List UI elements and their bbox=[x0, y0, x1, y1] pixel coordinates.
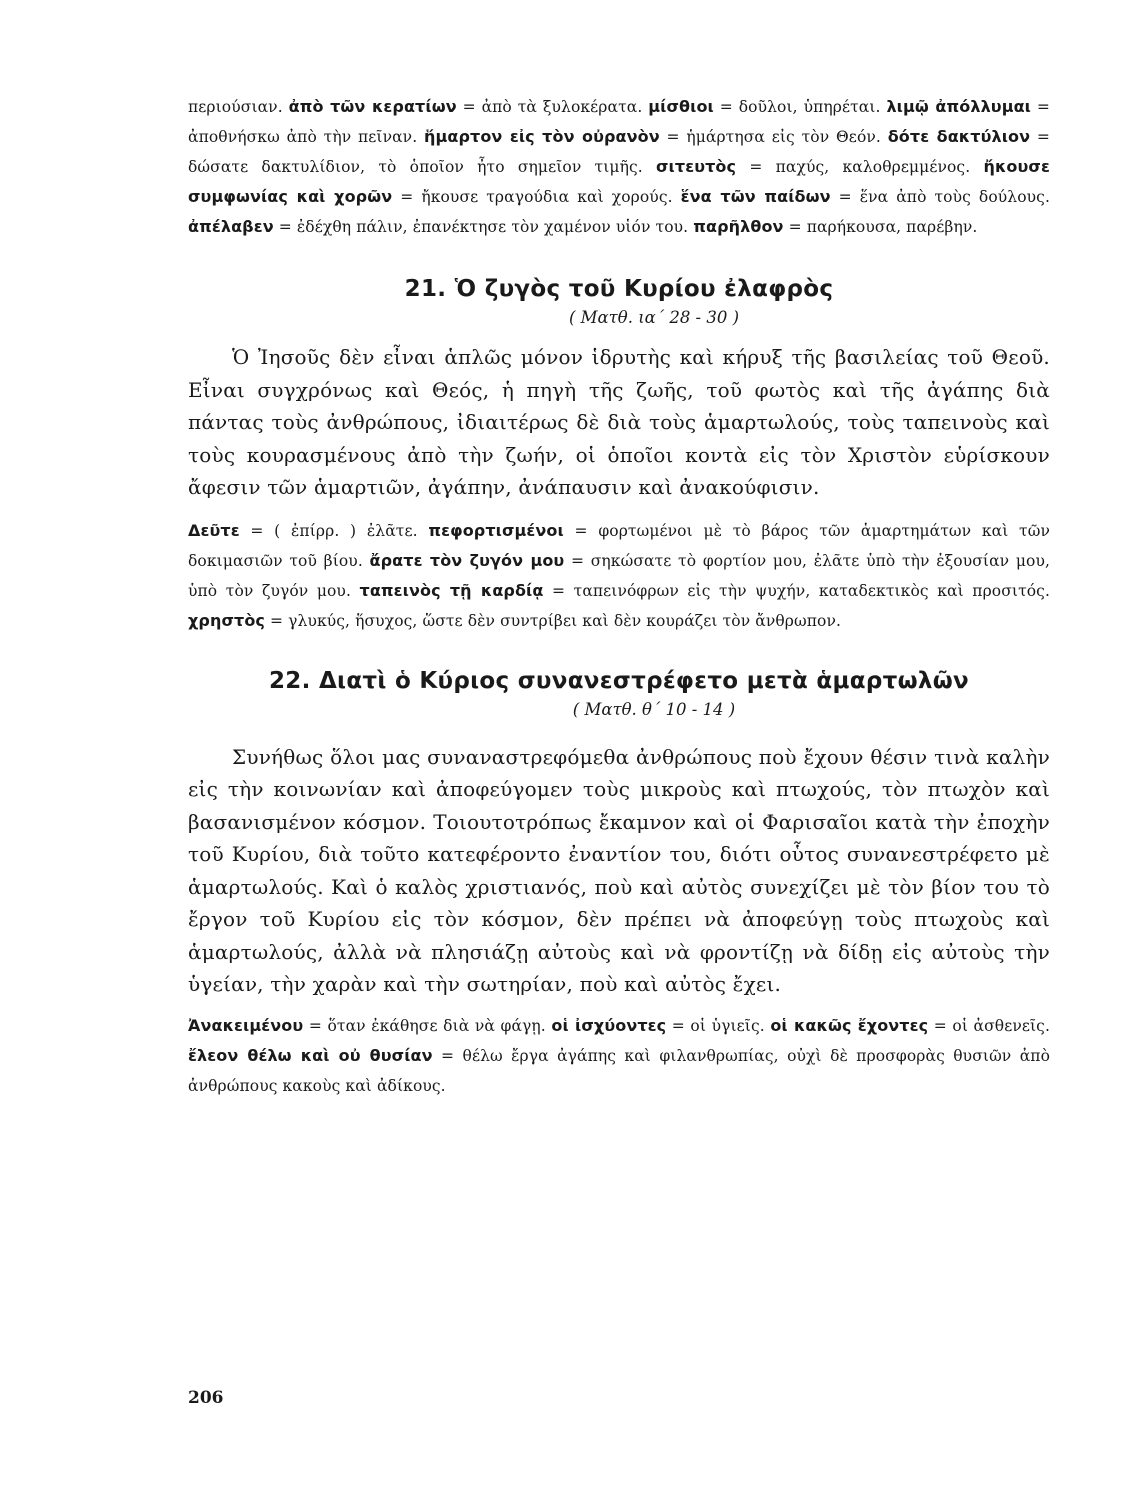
note-term: ταπεινὸς τῇ καρδίᾳ bbox=[359, 580, 544, 600]
page-number: 206 bbox=[188, 1388, 224, 1408]
note-term: Ἀνακειμένου bbox=[188, 1015, 304, 1035]
glossary-notes-prev bbox=[188, 92, 1050, 242]
note-term: παρῆλθον bbox=[693, 217, 784, 236]
note-term: ἀπέλαβεν bbox=[188, 217, 274, 236]
glossary-notes-21 bbox=[188, 516, 1050, 636]
note-text: = οἱ ἀσθενεῖς. bbox=[928, 1016, 1050, 1035]
note-text: = ταπεινόφρων εἰς τὴν ψυχήν, καταδεκτικὸς καὶ προσιτός. bbox=[543, 581, 1050, 600]
book-page bbox=[188, 92, 1050, 1101]
note-text: = παχύς, καλοθρεμμένος. bbox=[736, 158, 984, 176]
section-21-body: Ὁ Ἰησοῦς δὲν εἶναι ἁπλῶς μόνον ἱδρυτὴς καὶ κήρυξ τῆς βασιλείας τοῦ Θεοῦ. Εἶναι συγχρόνως καὶ Θεός, ἡ πηγὴ τῆς ζωῆς, τοῦ φωτὸς καὶ τῆς ἀγάπης διὰ πάντας τοὺς ἀνθρώπους, ἰδιαιτέρως δὲ διὰ τοὺς ἁμαρτωλούς, τοὺς ταπεινοὺς καὶ τοὺς κουρασμένους ἀπὸ τὴν ζωήν, οἱ ὁποῖοι κοντὰ εἰς τὸν Χριστὸν εὑρίσκουν ἄφεσιν τῶν ἁμαρτιῶν, ἀγάπην, ἀνάπαυσιν καὶ ἀνακούφισιν. bbox=[188, 345, 1050, 499]
note-text: = ἀπὸ τὰ ξυλοκέρατα. bbox=[456, 98, 649, 116]
note-text: = θέλω ἔργα ἀγάπης καὶ φιλανθρωπίας, οὐχὶ δὲ προσφορὰς θυσιῶν ἀπὸ ἀνθρώπους κακοὺς καὶ ἀδίκους. bbox=[188, 1046, 1050, 1095]
note-text: = σηκώσατε τὸ φορτίον μου, ἐλᾶτε ὑπὸ τὴν ἐξουσίαν μου, ὑπὸ τὸν ζυγόν μου. bbox=[188, 551, 1050, 600]
note-text: = γλυκύς, ἥσυχος, ὥστε δὲν συντρίβει καὶ δὲν κουράζει τὸν ἄνθρωπον. bbox=[265, 611, 842, 630]
note-text: = ( ἐπίρρ. ) ἐλᾶτε. bbox=[239, 521, 429, 540]
note-text: = ἡμάρτησα εἰς τὸν Θεόν. bbox=[659, 128, 888, 146]
note-term: ἕνα τῶν παίδων bbox=[680, 187, 831, 206]
note-term: λιμῷ ἀπόλλυμαι bbox=[886, 97, 1032, 116]
note-text: περιούσιαν. bbox=[188, 98, 289, 116]
glossary-notes-22 bbox=[188, 1011, 1050, 1101]
section-21-heading: 21. Ὁ ζυγὸς τοῦ Κυρίου ἐλαφρὸς bbox=[404, 276, 834, 302]
note-text: = φορτωμένοι μὲ τὸ βάρος τῶν ἁμαρτημάτων καὶ τῶν δοκιμασιῶν τοῦ βίου. bbox=[188, 521, 1050, 570]
section-21-reference: ( Ματθ. ια΄ 28 - 30 ) bbox=[568, 308, 740, 327]
note-term: οἱ κακῶς ἔχοντες bbox=[770, 1015, 929, 1035]
note-term: ἤκουσε συμφωνίας καὶ χορῶν bbox=[188, 157, 1050, 206]
section-22-body: Συνήθως ὅλοι μας συναναστρεφόμεθα ἀνθρώπους ποὺ ἔχουν θέσιν τινὰ καλὴν εἰς τὴν κοινωνίαν καὶ ἀποφεύγομεν τοὺς μικροὺς καὶ πτωχούς, τὸν πτωχὸν καὶ βασανισμένον κόσμον. Τοιουτοτρόπως ἔκαμνον καὶ οἱ Φαρισαῖοι κατὰ τὴν ἐποχὴν τοῦ Κυρίου, διὰ τοῦτο κατεφέροντο ἐναντίον του, διότι οὗτος συνανεστρέφετο μὲ ἁμαρτωλούς. Καὶ ὁ καλὸς χριστιανός, ποὺ καὶ αὐτὸς συνεχίζει μὲ τὸν βίον του τὸ ἔργον τοῦ Κυρίου εἰς τὸν κόσμον, δὲν πρέπει νὰ ἀποφεύγῃ τοὺς πτωχοὺς καὶ ἁμαρτωλούς, ἀλλὰ νὰ πλησιάζῃ αὐτοὺς καὶ νὰ φροντίζῃ νὰ δίδῃ εἰς αὐτοὺς τὴν ὑγείαν, τὴν χαρὰν καὶ τὴν σωτηρίαν, ποὺ καὶ αὐτὸς ἔχει. bbox=[188, 744, 1050, 996]
note-text: = δοῦλοι, ὑπηρέται. bbox=[713, 98, 887, 116]
section-22-reference: ( Ματθ. θ΄ 10 - 14 ) bbox=[572, 699, 736, 719]
note-term: μίσθιοι bbox=[648, 97, 714, 116]
note-term: ἄρατε τὸν ζυγόν μου bbox=[369, 550, 565, 570]
note-text: = ἕνα ἀπὸ τοὺς δούλους. bbox=[830, 188, 1050, 206]
note-text: = ἀποθνήσκω ἀπὸ τὴν πεῖναν. bbox=[188, 98, 1050, 146]
note-term: χρηστὸς bbox=[188, 610, 266, 630]
note-text: = οἱ ὑγιεῖς. bbox=[666, 1016, 771, 1035]
note-term: ἔλεον θέλω καὶ οὐ θυσίαν bbox=[188, 1045, 433, 1065]
note-term: ἀπὸ τῶν κερατίων bbox=[288, 97, 457, 116]
note-term: πεφορτισμένοι bbox=[428, 520, 564, 540]
section-22-heading: 22. Διατὶ ὁ Κύριος συνανεστρέφετο μετὰ ἁμαρτωλῶν bbox=[269, 667, 969, 694]
note-text: = ἐδέχθη πάλιν, ἐπανέκτησε τὸν χαμένον υἱόν του. bbox=[273, 218, 694, 236]
note-term: Δεῦτε bbox=[188, 520, 240, 540]
note-term: σιτευτὸς bbox=[656, 157, 737, 176]
note-text: = δώσατε δακτυλίδιον, τὸ ὁποῖον ἦτο σημεῖον τιμῆς. bbox=[188, 128, 1050, 176]
note-term: δότε δακτύλιον bbox=[887, 127, 1031, 146]
note-text: = ἤκουσε τραγούδια καὶ χορούς. bbox=[392, 188, 681, 206]
note-term: ἥμαρτον εἰς τὸν οὐρανὸν bbox=[424, 127, 660, 146]
note-text: = ὅταν ἐκάθησε διὰ νὰ φάγῃ. bbox=[303, 1016, 552, 1035]
note-text: = παρήκουσα, παρέβην. bbox=[783, 218, 978, 236]
note-term: οἱ ἰσχύοντες bbox=[551, 1015, 667, 1035]
